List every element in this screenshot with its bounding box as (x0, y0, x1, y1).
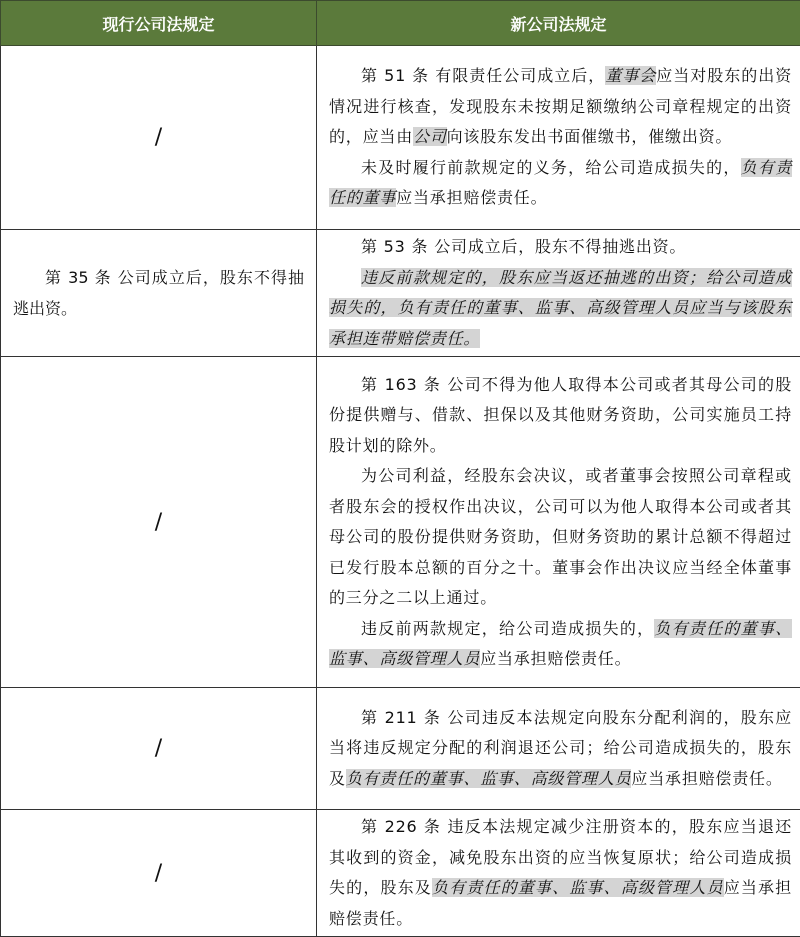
highlighted-text: 违反前款规定的，股东应当返还抽逃的出资；给公司造成损失的，负有责任的董事、监事、高级管理人员应当与该股东承担连带赔偿责任。 (329, 268, 792, 348)
table-row (1, 810, 800, 937)
current-law-cell (1, 688, 317, 810)
table-row (1, 688, 800, 810)
paragraph (329, 153, 792, 214)
paragraph (329, 812, 792, 934)
highlighted-text: 负有责任的董事 (329, 158, 792, 208)
current-law-text: / (155, 736, 162, 761)
current-law-text: 第 35 条 公司成立后，股东不得抽逃出资。 (1, 262, 316, 324)
paragraph (329, 614, 792, 675)
paragraph (329, 232, 792, 263)
current-law-cell (1, 810, 317, 937)
text-span: 向该股东发出书面催缴书，催缴出资。 (447, 127, 733, 146)
new-law-cell (317, 688, 800, 810)
header-new-law: 新公司法规定 (317, 1, 800, 46)
header-row (1, 1, 800, 46)
text-span: 第 211 条 公司违反本法规定向股东分配利润的，股东应当将违反规定分配的利润退还公司；给公司造成损失的，股东及 (329, 708, 792, 788)
table-row (1, 357, 800, 688)
highlighted-text: 负有责任的董事、监事、高级管理人员 (346, 769, 632, 788)
highlighted-text: 公司 (413, 127, 447, 146)
paragraph (329, 370, 792, 462)
text-span: 应当承担赔偿责任。 (480, 649, 631, 668)
highlighted-text: 负有责任的董事、监事、高级管理人员 (329, 619, 792, 669)
text-span: 第 226 条 违反本法规定减少注册资本的，股东应当退还其收到的资金，减免股东出资的应当恢复原状；给公司造成损失的，股东及 (329, 817, 792, 897)
paragraph (329, 703, 792, 795)
paragraph (329, 263, 792, 355)
text-span: 未及时履行前款规定的义务，给公司造成损失的， (361, 158, 741, 177)
text-span: 第 51 条 有限责任公司成立后， (361, 66, 605, 85)
highlighted-text: 负有责任的董事、监事、高级管理人员 (432, 878, 724, 897)
current-law-cell (1, 230, 317, 357)
new-law-cell (317, 810, 800, 937)
current-law-text: / (155, 125, 162, 150)
new-law-cell (317, 46, 800, 230)
new-law-cell (317, 357, 800, 688)
current-law-cell (1, 357, 317, 688)
current-law-cell (1, 46, 317, 230)
text-span: 第 163 条 公司不得为他人取得本公司或者其母公司的股份提供赠与、借款、担保以及其他财务资助，公司实施员工持股计划的除外。 (329, 375, 792, 455)
new-law-cell (317, 230, 800, 357)
text-span: 应当承担赔偿责任。 (329, 878, 792, 928)
current-law-text: / (155, 510, 162, 535)
current-law-text: / (155, 861, 162, 886)
table-row (1, 230, 800, 357)
text-span: 应当承担赔偿责任。 (631, 769, 782, 788)
paragraph (329, 61, 792, 153)
text-span: 应当承担赔偿责任。 (396, 188, 547, 207)
text-span: 第 53 条 公司成立后，股东不得抽逃出资。 (361, 237, 686, 256)
text-span: 应当对股东的出资情况进行核查，发现股东未按期足额缴纳公司章程规定的出资的，应当由 (329, 66, 792, 146)
header-current-law: 现行公司法规定 (1, 1, 317, 46)
highlighted-text: 董事会 (605, 66, 656, 85)
table-row (1, 46, 800, 230)
paragraph (329, 461, 792, 614)
text-span: 违反前两款规定，给公司造成损失的， (361, 619, 654, 638)
text-span: 为公司利益，经股东会决议，或者董事会按照公司章程或者股东会的授权作出决议，公司可以为他人取得本公司或者其母公司的股份提供财务资助，但财务资助的累计总额不得超过已发行股本总额的百分之十。董事会作出决议应当经全体董事的三分之二以上通过。 (329, 466, 792, 607)
